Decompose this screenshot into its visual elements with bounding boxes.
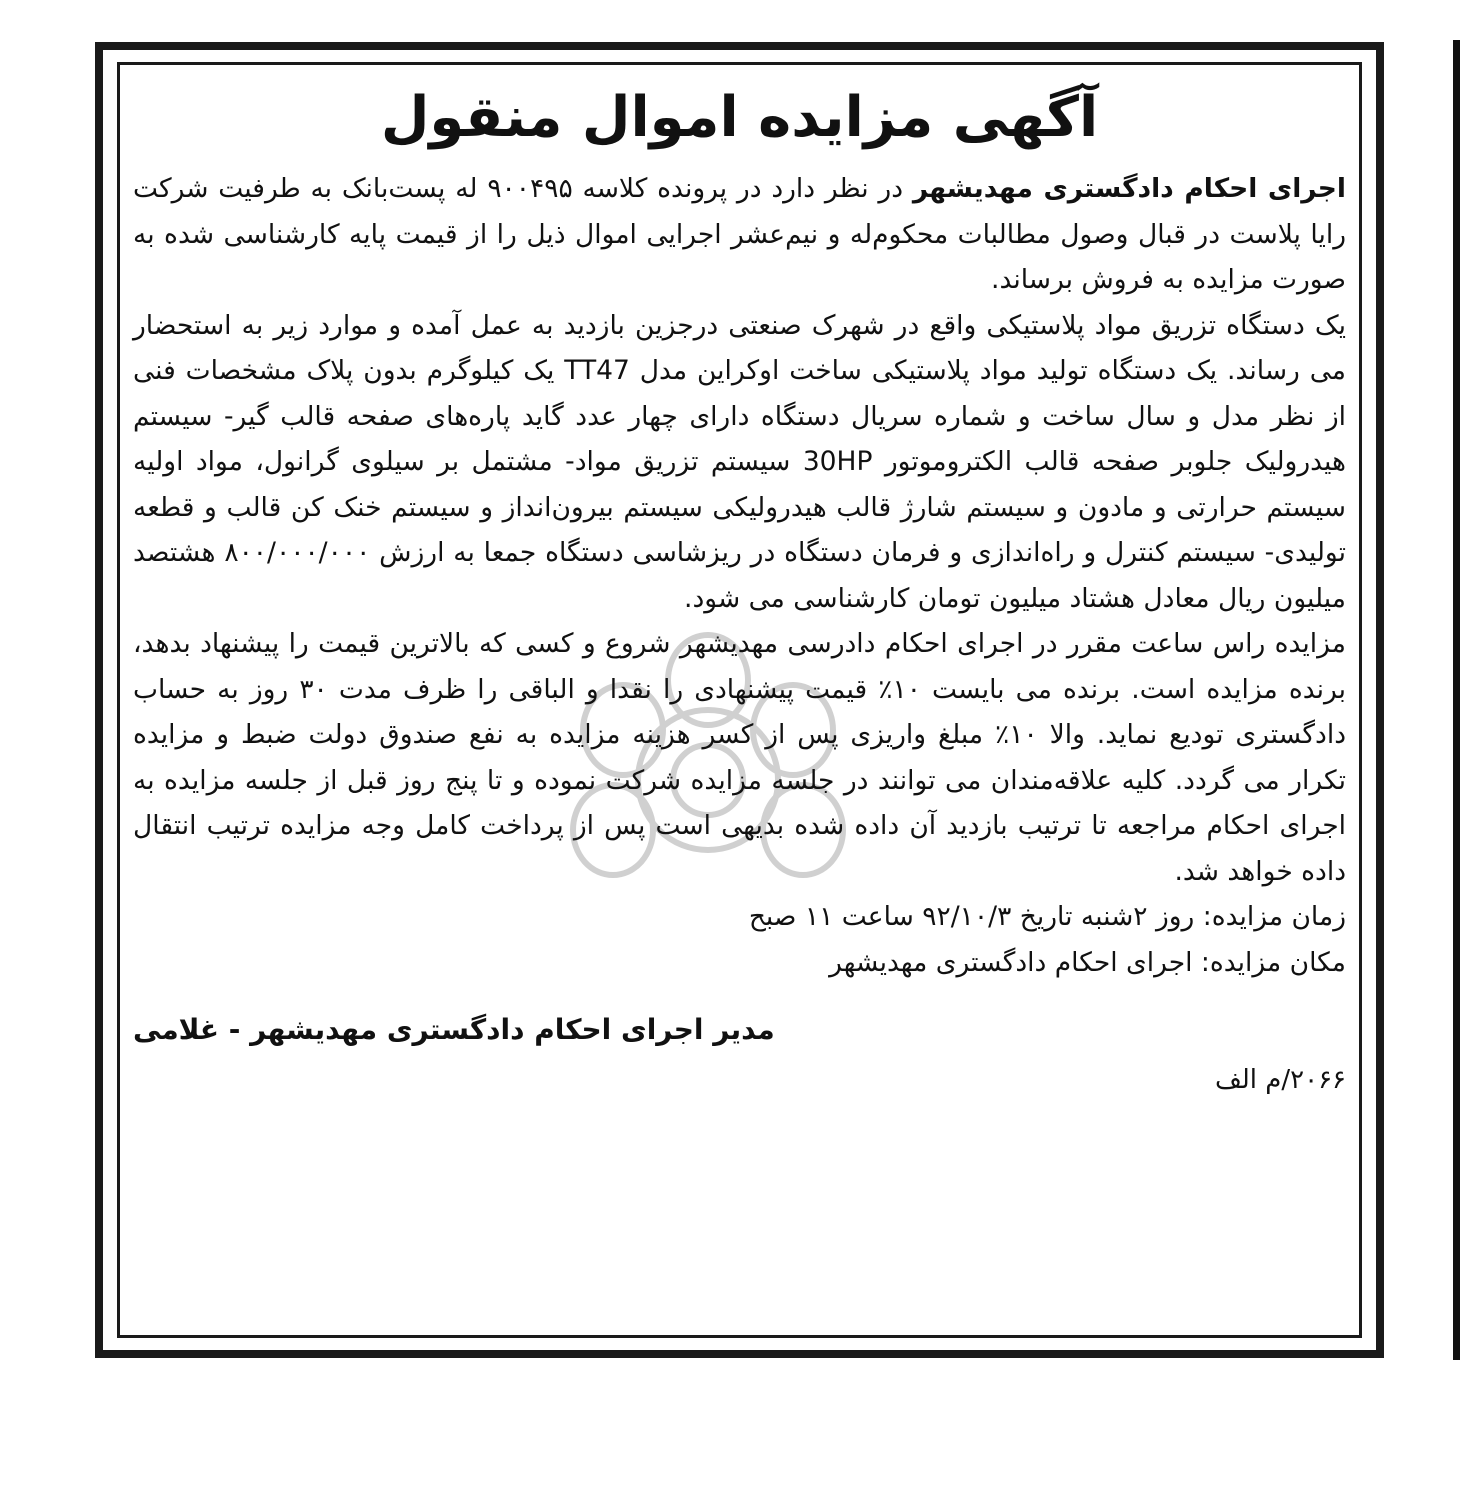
- notice-title: آگهی مزایده اموال منقول: [380, 85, 1099, 150]
- intro-paragraph: [133, 166, 1346, 303]
- auction-time: زمان مزایده: روز ۲شنبه تاریخ ۹۲/۱۰/۳ ساعت ۱۱ صبح: [748, 901, 1346, 932]
- page-edge-rule: [1453, 40, 1460, 1360]
- description-paragraph: یک دستگاه تزریق مواد پلاستیکی واقع در شهرک صنعتی درجزین بازدید به عمل آمده و موارد زیر به استحضار می رساند. یک دستگاه تولید مواد پلاستیکی ساخت اوکراین مدل TT47 یک کیلوگرم بدون پلاک مشخصات فنی از نظر مدل و سال ساخت و شماره سریال دستگاه دارای چهار عدد گاید پاره‌های صفحه قالب گیر- سیستم هیدرولیک جلوبر صفحه قالب الکتروموتور 30HP سیستم تزریق مواد- مشتمل بر سیلوی گرانول، مواد اولیه سیستم حرارتی و مادون و سیستم شارژ قالب هیدرولیکی سیستم بیرون‌انداز و سیستم خنک کن قالب و قطعه تولیدی- سیستم کنترل و راه‌اندازی و فرمان دستگاه در ریزشاسی دستگاه جمعا به ارزش ۸۰۰/۰۰۰/۰۰۰ هشتصد میلیون ریال معادل هشتاد میلیون تومان کارشناسی می شود.: [133, 309, 1347, 614]
- terms-paragraph: مزایده راس ساعت مقرر در اجرای احکام دادرسی مهدیشهر شروع و کسی که بالا‌ترین قیمت را پیشنهاد بدهد، برنده مزایده است. برنده می بایست ۱۰٪ قیمت پیشنهادی را نقدا و الباقی را ظرف مدت ۳۰ روز به حساب دادگستری تودیع نماید. والا ۱۰٪ مبلغ واریزی پس از کسر هزینه مزایده به نفع صندوق دولت ضبط و مزایده تکرار می گردد. کلیه علاقه‌مندان می توانند در جلسه مزایده شرکت نموده و تا پنج روز قبل از جلسه مزایده به اجرای احکام مراجعه تا ترتیب بازدید آن داده شده بدیهی است پس از پرداخت کامل وجه مزایده ترتیب انتقال داده خواهد شد.: [133, 628, 1347, 887]
- notice-content: [133, 80, 1346, 1105]
- reference-number: ۲۰۶۶/م الف: [1214, 1065, 1346, 1095]
- signature-text: مدیر اجرای احکام دادگستری مهدیشهر - غلامی: [133, 1013, 775, 1046]
- intro-lead: اجرای احکام دادگستری مهدیشهر: [912, 173, 1346, 204]
- signature-block: [133, 1005, 1346, 1055]
- intro-body: در نظر دارد در پرونده کلاسه ۹۰۰۴۹۵ له پست‌بانک به طرفیت شرکت رایا پلاست در قبال وصول مطالبات محکوم‌له و نیم‌عشر اجرایی اموال ذیل را از قیمت پایه کارشناسی شده به صورت مزایده به فروش برساند.: [133, 173, 1346, 295]
- notice-frame: [95, 42, 1384, 1358]
- auction-place: مکان مزایده: اجرای احکام دادگستری مهدیشهر: [829, 946, 1346, 978]
